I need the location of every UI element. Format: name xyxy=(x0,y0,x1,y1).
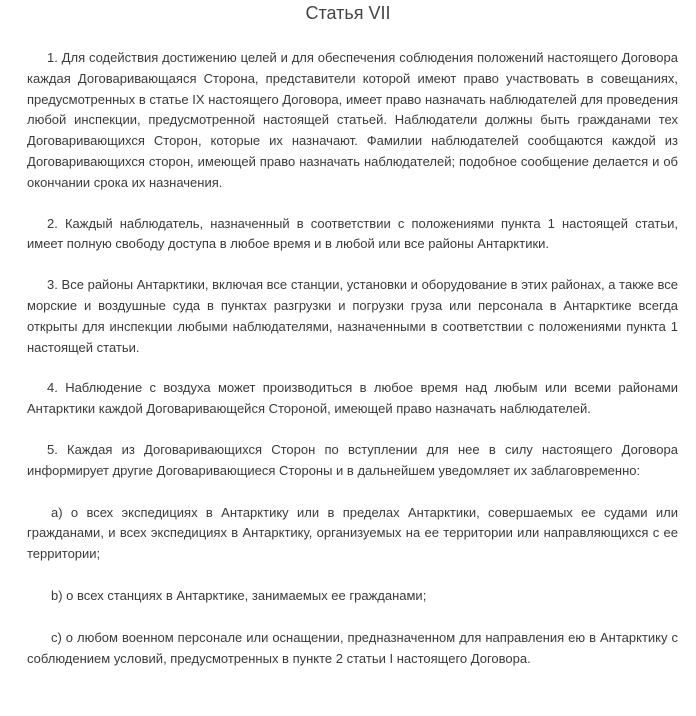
subitem-c: c) о любом военном персонале или оснащении, предназначенном для направления ею в Антарктику с соблюдением условий, предусмотренных в пункте 2 статьи I настоящего Договора. xyxy=(27,629,678,666)
paragraph-1: 1. Для содействия достижению целей и для обеспечения соблюдения положений настоящего Договора каждая Договаривающаяся Сторона, представители которой имеют право участвовать в совещаниях, предусмотренных в статье IX настоящего Договора, имеет право назначать наблюдателей для проведения любой инспекции, предусмотренной настоящей статьей. Наблюдатели должны быть гражданами тех Договаривающихся Сторон, которые их назначают. Фамилии наблюдателей сообщаются каждой из Договаривающихся сторон, имеющей право назначать наблюдателей; подобное сообщение делается и об окончании срока их назначения. xyxy=(27,50,678,190)
paragraph-2: 2. Каждый наблюдатель, назначенный в соответствии с положениями пункта 1 настоящей статьи, имеет полную свободу доступа в любое время и в любой или все районы Антарктики. xyxy=(27,215,678,252)
article-body xyxy=(27,48,678,669)
article-title: Статья VII xyxy=(305,3,391,23)
subitem-b: b) о всех станциях в Антарктике, занимаемых ее гражданами; xyxy=(51,587,427,603)
paragraph-5: 5. Каждая из Договаривающихся Сторон по вступлении для нее в силу настоящего Договора информирует другие Договаривающиеся Стороны и в дальнейшем уведомляет их заблаговременно: xyxy=(27,441,678,478)
subitem-a: a) о всех экспедициях в Антарктику или в пределах Антарктики, совершаемых ее судами или гражданами, и всех экспедициях в Антарктику, организуемых на ее территории или направляющихся с ее территории; xyxy=(27,504,678,562)
paragraph-4: 4. Наблюдение с воздуха может производиться в любое время над любым или всеми районами Антарктики каждой Договаривающейся Стороной, имеющей право назначать наблюдателей. xyxy=(27,380,678,417)
paragraph-3: 3. Все районы Антарктики, включая все станции, установки и оборудование в этих районах, а также все морские и воздушные суда в пунктах разгрузки и погрузки груза или персонала в Антарктике всегда открыты для инспекции любыми наблюдателями, назначенными в соответствии с положениями пункта 1 настоящей статьи. xyxy=(27,277,678,355)
